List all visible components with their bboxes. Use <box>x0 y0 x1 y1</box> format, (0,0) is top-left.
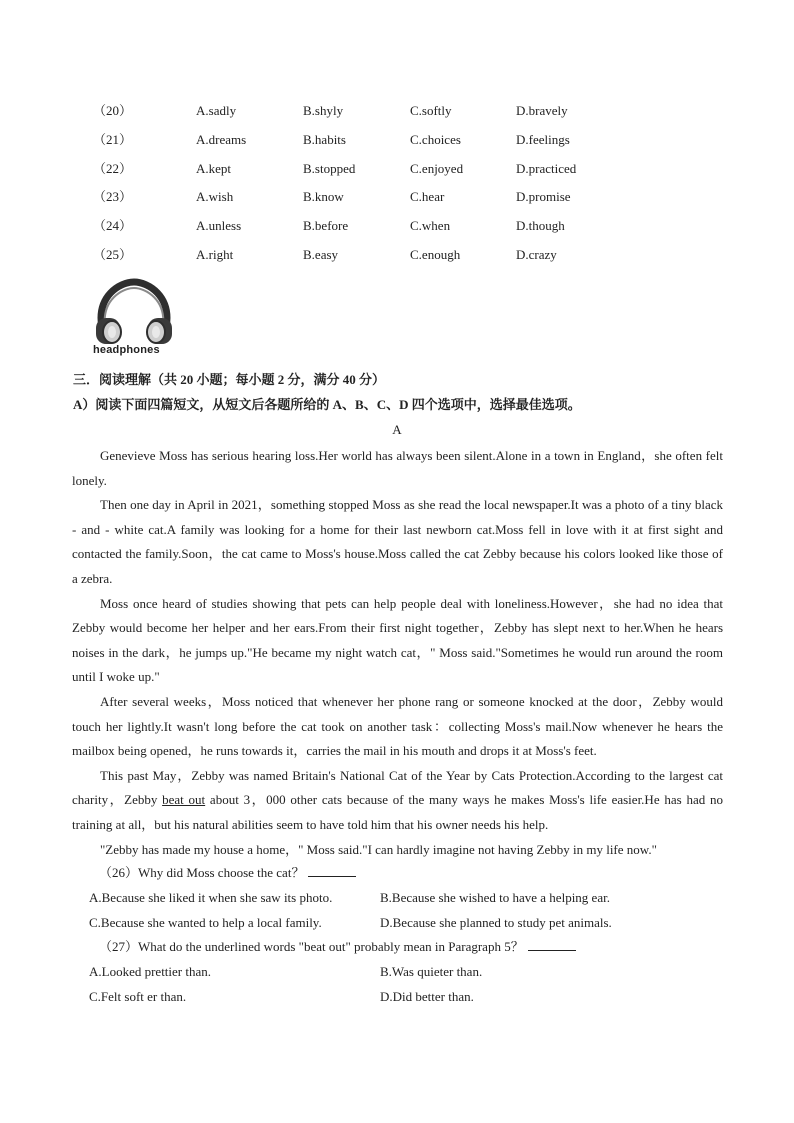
passage <box>72 444 723 862</box>
question-number: （23） <box>93 189 133 204</box>
question-26 <box>99 863 356 883</box>
paragraph-5-start: This past May，Zebby was named Britain's National Cat of the Year by Cats Protection.According to the largest cat charity，Zebby <box>72 767 723 808</box>
option-a: A.sadly <box>196 103 237 118</box>
option-a: A.unless <box>196 218 242 233</box>
instruction: A）阅读下面四篇短文，从短文后各题所给的 A、B、C、D 四个选项中，选择最佳选项。 <box>73 397 581 412</box>
question-27-option-d[interactable]: D.Did better than. <box>380 989 474 1004</box>
option-a: A.right <box>196 247 234 262</box>
paragraph-5-end: about 3，000 other cats because of the many ways he makes Moss's life easier.He has had no training at all，but his natural abilities seem to have told him that his owner needs his help. <box>72 792 723 832</box>
choice-row-23 <box>93 187 733 207</box>
headphones-caption: headphones <box>93 344 160 356</box>
question-26-option-a[interactable]: A.Because she liked it when she saw its photo. <box>89 890 333 905</box>
choice-row-22 <box>93 159 733 179</box>
question-26-option-c[interactable]: C.Because she wanted to help a local family. <box>89 915 322 930</box>
choice-row-20 <box>93 101 733 121</box>
question-26-stem: （26）Why did Moss choose the cat？ <box>99 865 305 880</box>
option-b: B.know <box>303 189 344 204</box>
paragraph-2: Then one day in April in 2021，something stopped Moss as she read the local newspaper.It was a photo of a tiny black - and - white cat.A family was looking for a home for their last newborn cat.Moss fell in love with it at first sight and contacted the family.Soon，the cat came to Moss's house.Moss called the cat Zebby because his colors looked like those of a zebra. <box>72 497 723 586</box>
choice-row-21 <box>93 130 733 150</box>
passage-letter: A <box>392 422 402 437</box>
option-a: A.dreams <box>196 132 247 147</box>
underlined-words: beat out <box>162 792 206 808</box>
option-b: B.habits <box>303 132 346 147</box>
question-26-option-b[interactable]: B.Because she wished to have a helping ear. <box>380 890 610 905</box>
option-d: D.crazy <box>516 247 557 262</box>
option-c: C.enjoyed <box>410 161 464 176</box>
paragraph-5 <box>72 764 723 838</box>
question-27-option-a[interactable]: A.Looked prettier than. <box>89 964 212 979</box>
choice-row-24 <box>93 216 733 236</box>
paragraph-3: Moss once heard of studies showing that pets can help people deal with loneliness.However，she had no idea that Zebby would become her helper and her ears.From their first night together，Zebby has slept next to her.When he hears noises in the dark，he jumps up."He became my night watch cat，" Moss said."Sometimes he would run around the room until I woke up." <box>72 595 723 685</box>
question-27-option-c[interactable]: C.Felt soft er than. <box>89 989 187 1004</box>
option-d: D.promise <box>516 189 571 204</box>
option-c: C.softly <box>410 103 452 118</box>
question-27 <box>99 937 576 957</box>
section-title: 三．阅读理解（共 20 小题；每小题 2 分，满分 40 分） <box>73 372 386 387</box>
option-d: D.bravely <box>516 103 568 118</box>
question-number: （22） <box>93 161 133 176</box>
option-b: B.stopped <box>303 161 356 176</box>
option-b: B.shyly <box>303 103 344 118</box>
question-number: （24） <box>93 218 133 233</box>
paragraph-1: Genevieve Moss has serious hearing loss.Her world has always been silent.Alone in a town in England，she often felt lonely. <box>72 448 723 488</box>
answer-blank[interactable] <box>528 938 576 951</box>
option-c: C.hear <box>410 189 445 204</box>
option-a: A.kept <box>196 161 232 176</box>
question-number: （21） <box>93 132 133 147</box>
option-b: B.before <box>303 218 349 233</box>
option-a: A.wish <box>196 189 234 204</box>
choice-row-25 <box>93 245 733 265</box>
option-d: D.feelings <box>516 132 570 147</box>
question-number: （20） <box>93 103 133 118</box>
question-27-stem: （27）What do the underlined words "beat out" probably mean in Paragraph 5？ <box>99 939 524 954</box>
question-26-option-d[interactable]: D.Because she planned to study pet animals. <box>380 915 612 930</box>
option-c: C.enough <box>410 247 461 262</box>
question-27-option-b[interactable]: B.Was quieter than. <box>380 964 483 979</box>
question-number: （25） <box>93 247 133 262</box>
option-d: D.though <box>516 218 565 233</box>
paragraph-6: "Zebby has made my house a home，" Moss said."I can hardly imagine not having Zebby in my life now." <box>100 841 657 857</box>
paragraph-4: After several weeks，Moss noticed that whenever her phone rang or someone knocked at the door，Zebby would touch her lightly.It wasn't long before the cat took on another task：collecting Moss's mail.Now whenever he hears the mailbox being opened，he runs towards it，carries the mail in his mouth and drops it at Moss's feet. <box>72 693 723 759</box>
option-d: D.practiced <box>516 161 577 176</box>
option-c: C.choices <box>410 132 461 147</box>
option-b: B.easy <box>303 247 339 262</box>
option-c: C.when <box>410 218 451 233</box>
answer-blank[interactable] <box>308 864 356 877</box>
